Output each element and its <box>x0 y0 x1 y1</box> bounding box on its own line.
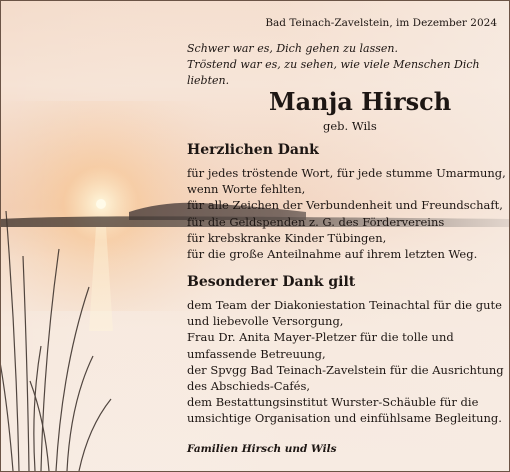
thanks-line: wenn Worte fehlten, <box>187 182 306 197</box>
special-thanks-line: umfassende Betreuung, <box>187 346 326 361</box>
poem-line: Schwer war es, Dich gehen zu lassen. <box>187 42 398 55</box>
family-signature: Familien Hirsch und Wils <box>187 443 337 455</box>
poem-line: Tröstend war es, zu sehen, wie viele Menschen Dich liebten. <box>187 58 480 87</box>
thanks-line: für jedes tröstende Wort, für jede stumme Umarmung, <box>187 166 506 180</box>
thanks-line: für die große Anteilnahme auf ihrem letzten Weg. <box>187 247 478 262</box>
thanks-line: für die Geldspenden z. G. des Fördervereins <box>187 214 445 229</box>
thanks-heading: Herzlichen Dank <box>187 142 319 158</box>
thanks-list <box>187 165 506 262</box>
poem <box>187 41 509 89</box>
deceased-name: Manja Hirsch <box>269 87 452 116</box>
thanks-line: für krebskranke Kinder Tübingen, <box>187 230 387 245</box>
special-thanks-heading: Besonderer Dank gilt <box>187 274 356 290</box>
special-thanks-line: dem Team der Diakoniestation Teinachtal für die gute <box>187 298 502 312</box>
special-thanks-line: umsichtige Organisation und einfühlsame Begleitung. <box>187 411 502 426</box>
special-thanks-line: des Abschieds-Cafés, <box>187 379 311 394</box>
birth-name: geb. Wils <box>323 119 377 133</box>
place-date: Bad Teinach-Zavelstein, im Dezember 2024 <box>265 17 497 29</box>
special-thanks-line: dem Bestattungsinstitut Wurster-Schäuble für die <box>187 395 479 410</box>
thanks-line: für alle Zeichen der Verbundenheit und Freundschaft, <box>187 198 503 213</box>
special-thanks-line: Frau Dr. Anita Mayer-Pletzer für die tolle und <box>187 330 454 345</box>
special-thanks-list <box>187 297 504 427</box>
special-thanks-line: und liebevolle Versorgung, <box>187 314 344 329</box>
special-thanks-line: der Spvgg Bad Teinach-Zavelstein für die Ausrichtung <box>187 362 504 377</box>
